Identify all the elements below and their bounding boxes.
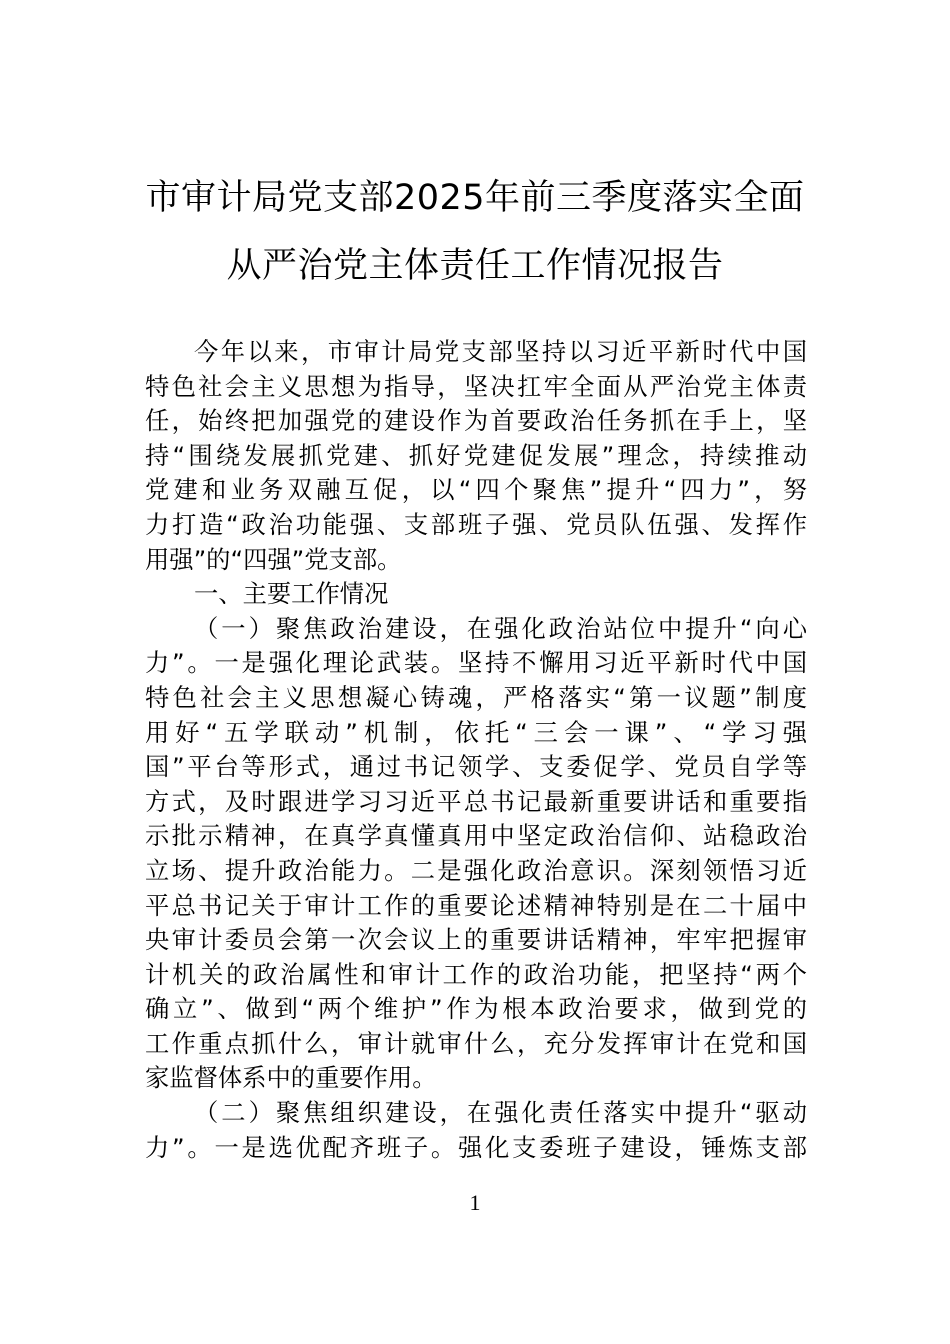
body-line: 用强”的“四强”党支部。 <box>145 544 402 574</box>
body-line: 示批示精神，在真学真懂真用中坚定政治信仰、站稳政治 <box>145 821 807 851</box>
body-line: 用好“五学联动”机制，依托“三会一课”、“学习强 <box>145 717 807 747</box>
section-heading: 一、主要工作情况 <box>194 579 389 609</box>
body-line: 工作重点抓什么，审计就审什么，充分发挥审计在党和国 <box>145 1028 807 1058</box>
document-title-line-1: 市审计局党支部2025年前三季度落实全面 <box>145 178 805 218</box>
body-line: 国”平台等形式，通过书记领学、支委促学、党员自学等 <box>145 752 807 782</box>
document-title-line-2: 从严治党主体责任工作情况报告 <box>226 246 724 286</box>
page-number: 1 <box>469 1190 481 1215</box>
body-line: （一）聚焦政治建设，在强化政治站位中提升“向心 <box>194 613 807 643</box>
body-line: 家监督体系中的重要作用。 <box>145 1063 437 1093</box>
body-line: 确立”、做到“两个维护”作为根本政治要求，做到党的 <box>145 994 807 1024</box>
body-line: 党建和业务双融互促，以“四个聚焦”提升“四力”，努 <box>145 475 807 505</box>
body-line: 平总书记关于审计工作的重要论述精神特别是在二十届中 <box>145 890 807 920</box>
body-line: 央审计委员会第一次会议上的重要讲话精神，牢牢把握审 <box>145 925 807 955</box>
body-line: 力”。一是强化理论武装。坚持不懈用习近平新时代中国 <box>145 648 807 678</box>
body-line: 特色社会主义思想为指导，坚决扛牢全面从严治党主体责 <box>145 371 807 401</box>
body-line: 方式，及时跟进学习习近平总书记最新重要讲话和重要指 <box>145 786 807 816</box>
body-line: 任，始终把加强党的建设作为首要政治任务抓在手上，坚 <box>145 406 807 436</box>
body-line: 计机关的政治属性和审计工作的政治功能，把坚持“两个 <box>145 959 807 989</box>
body-line: 立场、提升政治能力。二是强化政治意识。深刻领悟习近 <box>145 855 807 885</box>
body-line: 力打造“政治功能强、支部班子强、党员队伍强、发挥作 <box>145 509 807 539</box>
body-line: 力”。一是选优配齐班子。强化支委班子建设，锤炼支部 <box>145 1132 807 1162</box>
body-line: 特色社会主义思想凝心铸魂，严格落实“第一议题”制度 <box>145 682 807 712</box>
document-body <box>145 335 807 1165</box>
body-line: 持“围绕发展抓党建、抓好党建促发展”理念，持续推动 <box>145 440 807 470</box>
body-line: 今年以来，市审计局党支部坚持以习近平新时代中国 <box>194 337 807 366</box>
body-line: （二）聚焦组织建设，在强化责任落实中提升“驱动 <box>194 1098 807 1128</box>
